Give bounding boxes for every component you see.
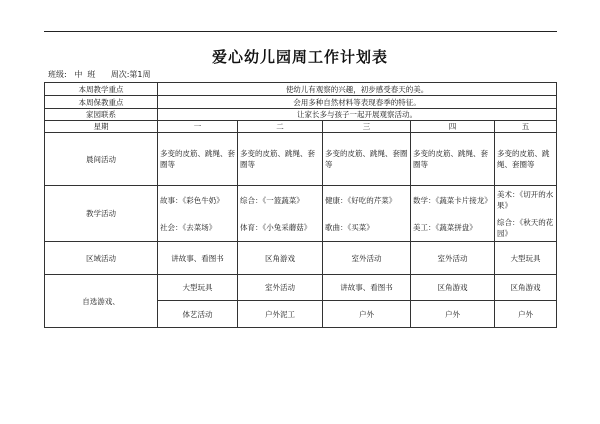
table-cell: 户外	[323, 301, 411, 328]
table-cell: 多变的皮筋、跳绳、套圈等	[495, 133, 557, 186]
weekday-header-label: 星期	[45, 121, 158, 133]
teaching-focus-label: 本周教学重点	[45, 83, 158, 96]
table-cell: 美工：《蔬菜拼盘》	[411, 215, 495, 242]
weekly-plan-table	[44, 82, 557, 328]
table-cell: 区角游戏	[411, 275, 495, 301]
free-play-label: 自选游戏、	[45, 275, 158, 328]
teaching-activity-row	[45, 186, 557, 215]
day-header: 一	[158, 121, 238, 133]
care-focus-value: 会用多种自然材料等表现春季的特征。	[158, 96, 557, 109]
day-header: 二	[238, 121, 323, 133]
morning-activity-row	[45, 133, 557, 186]
class-value: 中 班	[74, 70, 96, 79]
home-contact-row	[45, 109, 557, 121]
table-cell: 故事：《彩色牛奶》	[158, 186, 238, 215]
home-contact-label: 家园联系	[45, 109, 158, 121]
table-cell: 多变的皮筋、跳绳、套圈等	[411, 133, 495, 186]
weekday-header-row	[45, 121, 557, 133]
area-activity-row	[45, 242, 557, 275]
table-cell: 歌曲：《买菜》	[323, 215, 411, 242]
table-cell: 健康：《好吃的芹菜》	[323, 186, 411, 215]
care-focus-label: 本周保教重点	[45, 96, 158, 109]
table-cell: 综合：《秋天的花园》	[495, 215, 557, 242]
table-cell: 室外活动	[323, 242, 411, 275]
home-contact-value: 让家长多与孩子一起开展观察活动。	[158, 109, 557, 121]
page-title: 爱心幼儿园周工作计划表	[211, 48, 388, 66]
table-cell: 社会：《去菜场》	[158, 215, 238, 242]
table-cell: 室外活动	[411, 242, 495, 275]
table-cell: 大型玩具	[158, 275, 238, 301]
table-cell: 大型玩具	[495, 242, 557, 275]
table-cell: 区角游戏	[495, 275, 557, 301]
teaching-focus-row	[45, 83, 557, 96]
table-cell: 体育：《小兔采蘑菇》	[238, 215, 323, 242]
week-value: 第1周	[129, 70, 151, 79]
area-activity-label: 区域活动	[45, 242, 158, 275]
care-focus-row	[45, 96, 557, 109]
top-rule	[44, 31, 557, 32]
week-label: 周次:	[110, 70, 130, 79]
table-cell: 区角游戏	[238, 242, 323, 275]
class-label: 班级:	[48, 70, 67, 79]
teaching-activity-label: 教学活动	[45, 186, 158, 242]
class-info	[48, 69, 151, 80]
day-header: 五	[495, 121, 557, 133]
day-header: 三	[323, 121, 411, 133]
teaching-focus-value: 使幼儿有观察的兴趣，初步感受春天的美。	[158, 83, 557, 96]
morning-activity-label: 晨间活动	[45, 133, 158, 186]
table-cell: 户外泥工	[238, 301, 323, 328]
table-cell: 数学：《蔬菜卡片接龙》	[411, 186, 495, 215]
table-cell: 多变的皮筋、跳绳、套圈等	[158, 133, 238, 186]
free-play-row	[45, 275, 557, 301]
table-cell: 户外	[411, 301, 495, 328]
table-cell: 室外活动	[238, 275, 323, 301]
table-cell: 美术：《切开的水果》	[495, 186, 557, 215]
table-cell: 户外	[495, 301, 557, 328]
table-cell: 体艺活动	[158, 301, 238, 328]
table-cell: 多变的皮筋、跳绳、套圈等	[238, 133, 323, 186]
table-cell: 讲故事、看图书	[323, 275, 411, 301]
table-cell: 综合：《一篮蔬菜》	[238, 186, 323, 215]
table-cell: 讲故事、看图书	[158, 242, 238, 275]
day-header: 四	[411, 121, 495, 133]
table-cell: 多变的皮筋、跳绳、套圈等	[323, 133, 411, 186]
